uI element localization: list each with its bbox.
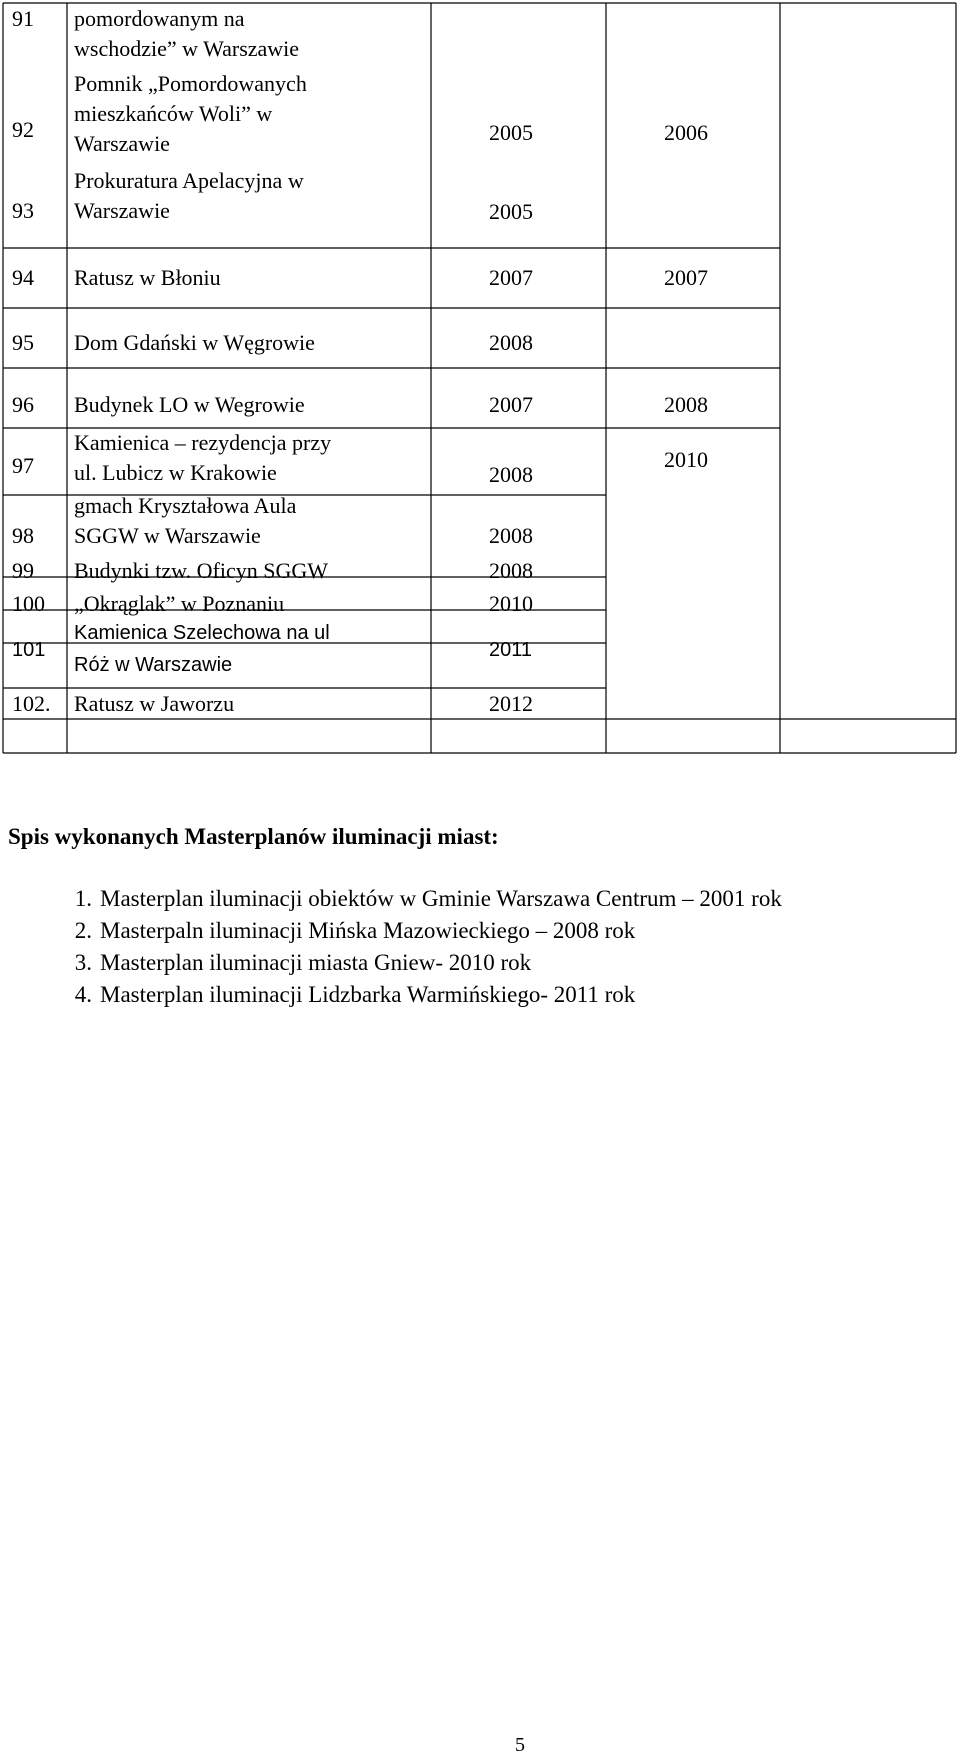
row-year-start: 2005: [489, 199, 533, 224]
row-number: 95: [12, 330, 34, 355]
row-number: 102.: [12, 691, 51, 716]
masterplan-list: [36, 883, 782, 1011]
row-name: Kamienica – rezydencja przy ul. Lubicz w Krakowie: [74, 430, 332, 485]
row-name: Dom Gdański w Węgrowie: [74, 330, 315, 355]
row-year-start: 2010: [489, 591, 533, 616]
row-year-start: 2005: [489, 120, 533, 145]
row-number: 97: [12, 453, 34, 478]
row-number: 98: [12, 523, 34, 548]
row-name: Budynek LO w Wegrowie: [74, 392, 305, 417]
row-name: Budynki tzw. Oficyn SGGW: [74, 558, 328, 583]
row-year-start: 2007: [489, 392, 533, 417]
page-number: 5: [515, 1734, 525, 1756]
row-number: 100: [12, 591, 45, 616]
row-year-end: 2007: [664, 265, 708, 290]
row-year-start: 2008: [489, 330, 533, 355]
row-name: Pomnik „Pomordowanych mieszkańców Woli” w Warszawie: [74, 71, 307, 156]
row-name: Ratusz w Błoniu: [74, 265, 221, 290]
row-number: 92: [12, 117, 34, 142]
row-year-start: 2007: [489, 265, 533, 290]
row-name: Kamienica Szelechowa na ul Róż w Warszawie: [74, 622, 330, 676]
row-name: „Okrąglak” w Poznaniu: [74, 591, 285, 616]
row-name: pomordowanym na wschodzie” w Warszawie: [74, 6, 300, 61]
row-year-start: 2008: [489, 558, 533, 583]
row-number: 99: [12, 558, 34, 583]
list-item: 3. Masterplan iluminacji miasta Gniew- 2010 rok: [74, 950, 532, 975]
row-year-end: 2008: [664, 392, 708, 417]
row-number: 101: [12, 639, 46, 661]
row-year-start: 2008: [489, 462, 533, 487]
row-name: Prokuratura Apelacyjna w Warszawie: [74, 168, 304, 223]
list-item: 1. Masterplan iluminacji obiektów w Gminie Warszawa Centrum – 2001 rok: [74, 886, 782, 911]
row-number: 91: [12, 6, 34, 31]
row-year-start: 2012: [489, 691, 533, 716]
merged-year-cell: 2010: [664, 447, 708, 472]
list-item: 2. Masterpaln iluminacji Mińska Mazowieckiego – 2008 rok: [74, 918, 636, 943]
row-year-start: 2011: [489, 639, 533, 661]
section-heading: Spis wykonanych Masterplanów iluminacji miast:: [8, 824, 499, 849]
row-year-start: 2008: [489, 523, 533, 548]
row-number: 96: [12, 392, 34, 417]
row-name: gmach Kryształowa Aula SGGW w Warszawie: [74, 493, 297, 548]
row-year-end: 2006: [664, 120, 708, 145]
row-number: 94: [12, 265, 34, 290]
row-number: 93: [12, 198, 34, 223]
list-item: 4. Masterplan iluminacji Lidzbarka Warmińskiego- 2011 rok: [74, 982, 636, 1007]
row-name: Ratusz w Jaworzu: [74, 691, 235, 716]
